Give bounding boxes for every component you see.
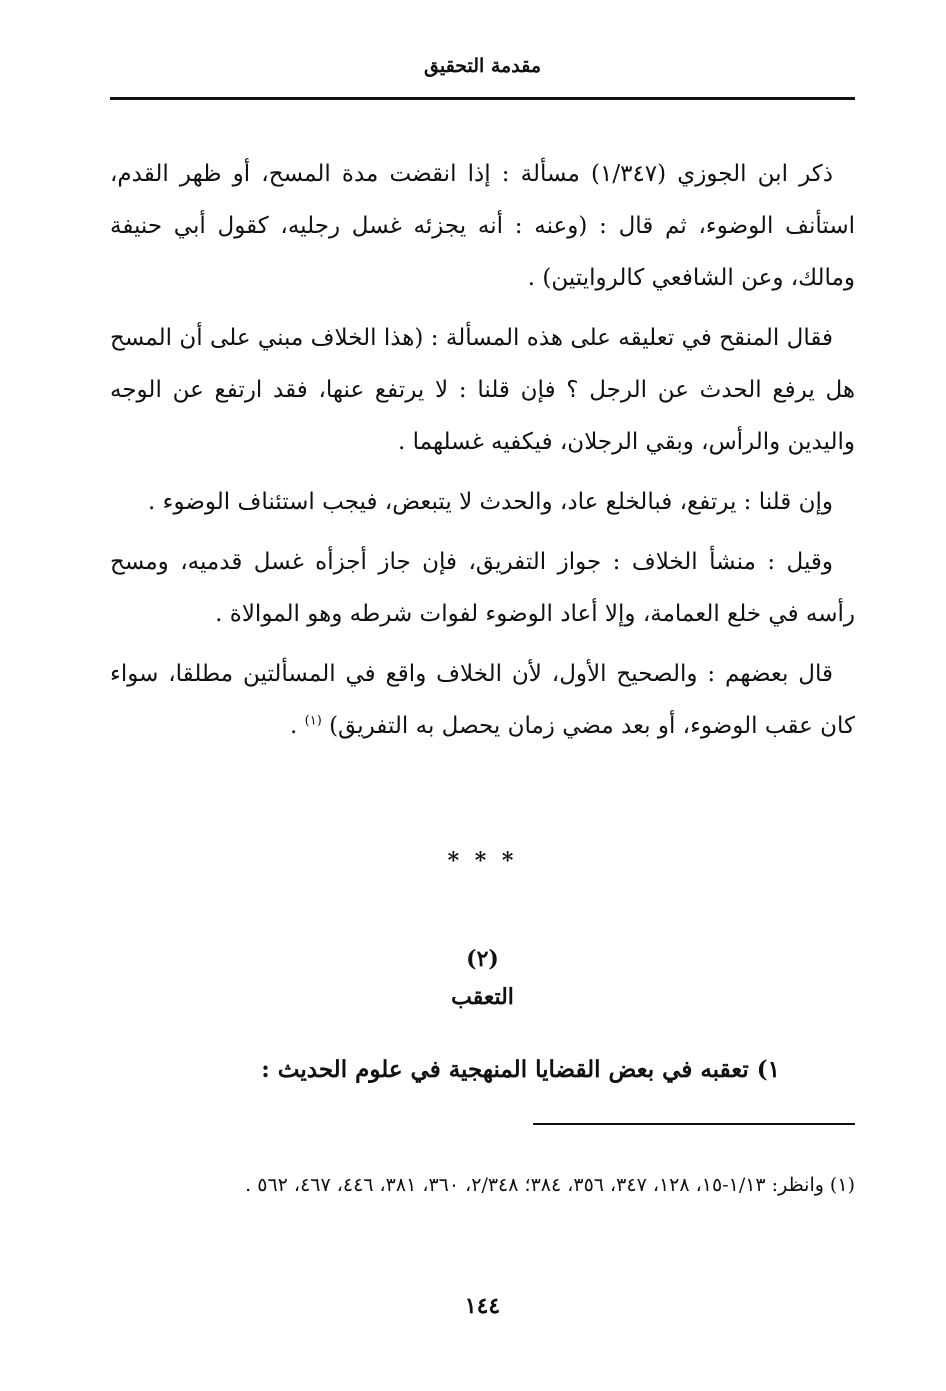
footnote: (١) وانظر: ١/١٣-١٥، ١٢٨، ٣٤٧، ٣٥٦، ٣٨٤؛ ٢/٣٤٨، ٣٦٠، ٣٨١، ٤٤٦، ٤٦٧، ٥٦٢ . — [245, 1174, 855, 1196]
paragraph-end: . — [290, 713, 305, 739]
paragraph-text: قال بعضهم : والصحيح الأول، لأن الخلاف واقع في المسألتين مطلقا، سواء كان عقب الوضوء، أو بعد مضي زمان يحصل به التفريق) — [110, 661, 855, 739]
header-rule — [110, 97, 855, 100]
section-number: (٢) — [466, 946, 499, 972]
paragraph: وإن قلنا : يرتفع، فبالخلع عاد، والحدث لا يتبعض، فيجب استئناف الوضوء . — [148, 489, 833, 515]
paragraph: فقال المنقح في تعليقه على هذه المسألة : (هذا الخلاف مبني على أن المسح هل يرفع الحدث عن الرجل ؟ فإن قلنا : لا يرتفع عنها، فقد ارتفع عن الوجه واليدين والرأس، وبقي الرجلان، فيكفيه غسلهما . — [110, 325, 855, 455]
section-separator: * * * — [447, 848, 518, 874]
section-title: التعقب — [451, 984, 514, 1010]
subheading: ١) تعقبه في بعض القضايا المنهجية في علوم الحديث : — [261, 1056, 780, 1083]
main-text — [110, 148, 855, 760]
footnote-reference[interactable]: (١) — [304, 713, 322, 729]
paragraph: وقيل : منشأ الخلاف : جواز التفريق، فإن جاز أجزأه غسل قدميه، ومسح رأسه في خلع العمامة، وإلا أعاد الوضوء لفوات شرطه وهو الموالاة . — [110, 549, 855, 627]
footnote-rule — [533, 1123, 855, 1125]
paragraph: ذكر ابن الجوزي (١/٣٤٧) مسألة : إذا انقضت مدة المسح، أو ظهر القدم، استأنف الوضوء، ثم قال : (وعنه : أنه يجزئه غسل رجليه، كقول أبي حنيفة ومالك، وعن الشافعي كالروايتين) . — [110, 161, 855, 291]
page-number: ١٤٤ — [464, 1293, 501, 1319]
paragraph-with-footnote — [110, 648, 855, 752]
running-head: مقدمة التحقيق — [424, 55, 541, 77]
